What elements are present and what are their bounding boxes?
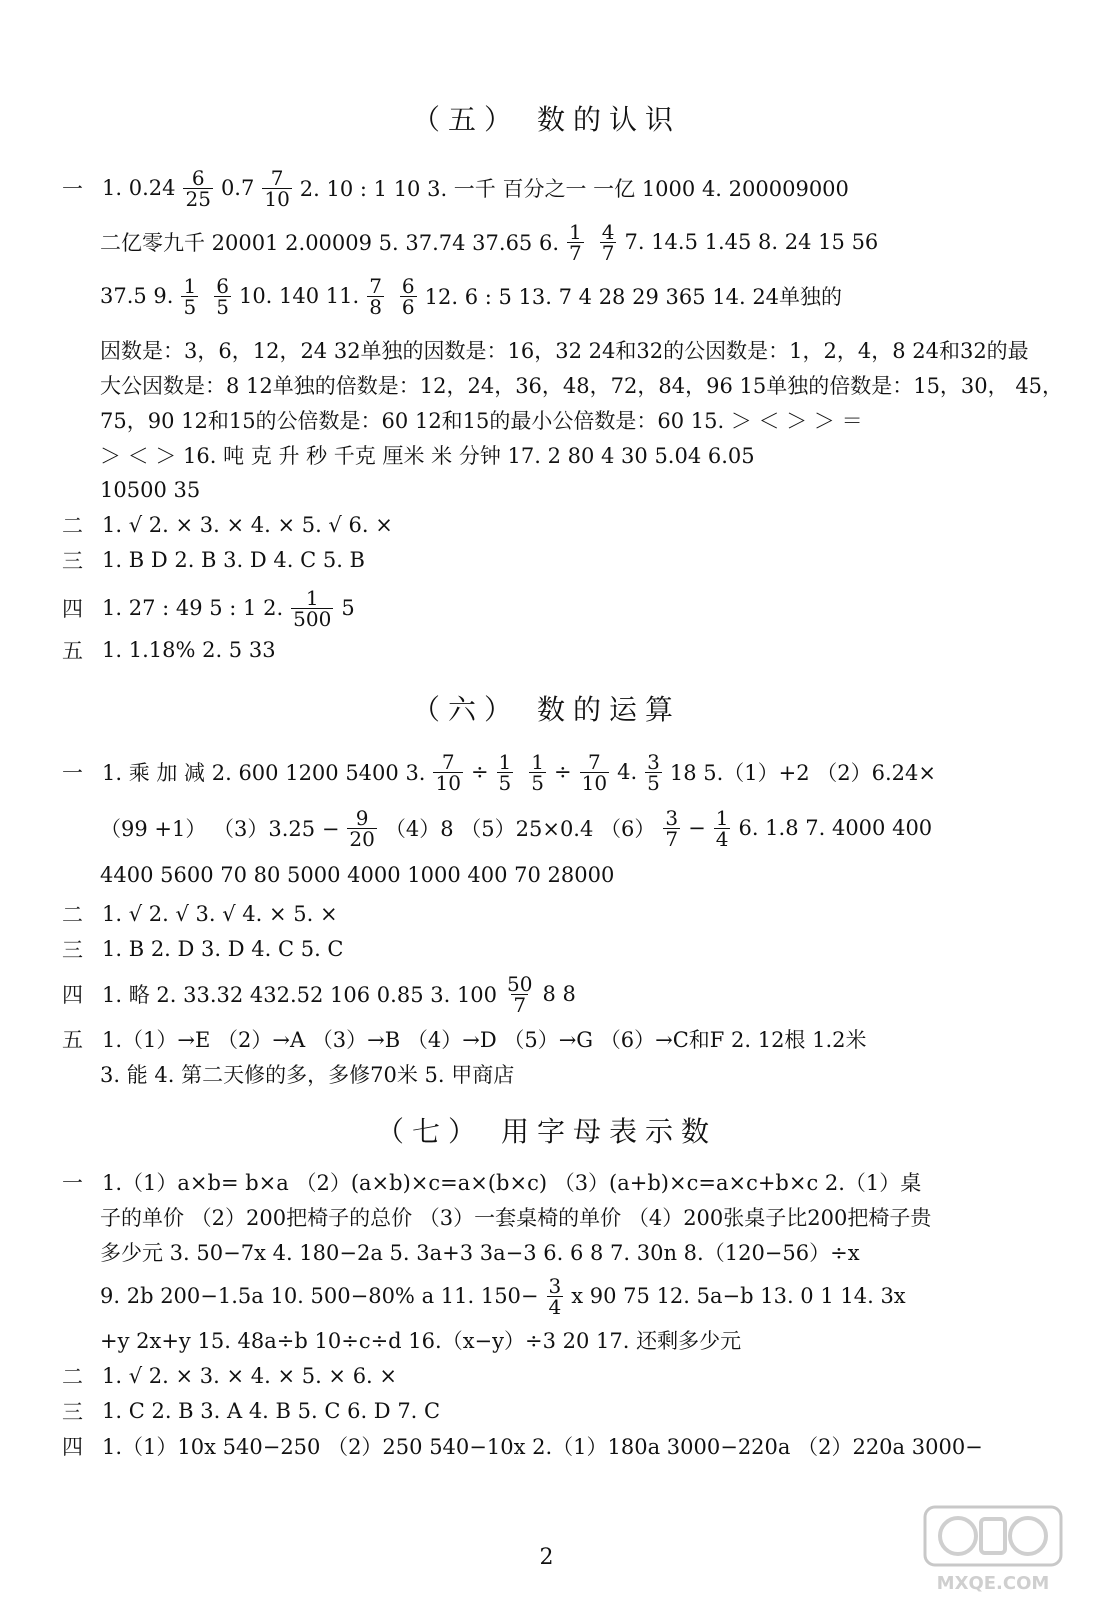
- s7-yi-line-1: 一 1.（1）a×b= b×a （2）(a×b)×c=a×(b×c) （3）(a+b)×c=a×c+b×c 2.（1）桌: [62, 1171, 922, 1195]
- s6-san-line: 三 1. B 2. D 3. D 4. C 5. C: [62, 937, 344, 962]
- s5-yi-line-2: 二亿零九千 20001 2.00009 5. 37.74 37.65 6. $\frac{1}{7}$ $\frac{4}{7}$ 7. 14.5 1.45 8. 24 15 56: [100, 219, 879, 265]
- s5-yi-line-1: 一 1. 0.24 $\frac{6}{25}$ 0.7 $\frac{7}{10}$ 2. 10 : 1 10 3. 一千 百分之一 一亿 1000 4. 200009000: [62, 165, 849, 211]
- fraction: $\frac{1}{4}$: [715, 805, 729, 851]
- fraction: $\frac{3}{5}$: [647, 749, 660, 795]
- fraction: $\frac{3}{7}$: [665, 805, 679, 851]
- s5-wu-line: 五 1. 1.18% 2. 5 33: [62, 638, 276, 663]
- s5-si-line: 四 1. 27 : 49 5 : 1 2. $\frac{1}{500}$ 5: [62, 585, 355, 631]
- s5-yi-line-5: 大公因数是：8 12单独的倍数是：12，24，36，48，72，84，96 15单独的倍数是：15，30， 45，: [100, 374, 1064, 398]
- s5-yi-line-4: 因数是：3，6，12，24 32单独的因数是：16，32 24和32的公因数是：1，2，4，8 24和32的最: [100, 339, 1029, 363]
- s6-wu-line-1: 五 1.（1）→E （2）→A （3）→B （4）→D （5）→G （6）→C和F 2. 12根 1.2米: [62, 1028, 867, 1052]
- s6-si-line: 四 1. 略 2. 33.32 432.52 106 0.85 3. 100 $\frac{50}{7}$ 8 8: [62, 971, 576, 1017]
- fraction: $\frac{1}{5}$: [498, 749, 512, 795]
- s7-si-line: 四 1.（1）10x 540−250 （2）250 540−10x 2.（1）180a 3000−220a （2）220a 3000−: [62, 1435, 983, 1459]
- s6-wu-line-2: 3. 能 4. 第二天修的多，多修70米 5. 甲商店: [100, 1063, 515, 1087]
- fraction: $\frac{1}{5}$: [183, 273, 197, 319]
- fraction: $\frac{1}{5}$: [531, 749, 545, 795]
- fraction: $\frac{6}{5}$: [216, 273, 229, 319]
- fraction: $\frac{6}{6}$: [401, 273, 415, 319]
- section-title-5: （五） 数的认识: [412, 103, 681, 136]
- s5-yi-line-3: 37.5 9. $\frac{1}{5}$ $\frac{6}{5}$ 10. 140 11. $\frac{7}{8}$ $\frac{6}{6}$ 12. 6 : 5 13. 7 4 28 29 365 14. 24单独的: [100, 273, 843, 319]
- fraction: $\frac{6}{25}$: [185, 165, 211, 211]
- s6-yi-line-1: 一 1. 乘 加 减 2. 600 1200 5400 3. $\frac{7}{10}$ ÷ $\frac{1}{5}$ $\frac{1}{5}$ ÷ $\frac{7}{10}$ 4. $\frac{3}{5}$ 18 5.（1）+2 （2）6.24×: [62, 749, 936, 795]
- s5-yi-line-6: 75，90 12和15的公倍数是：60 12和15的最小公倍数是：60 15. ＞ ＜ ＞ ＞ ＝: [100, 409, 863, 433]
- page-number: 2: [539, 1545, 554, 1570]
- fraction: $\frac{3}{4}$: [548, 1273, 562, 1319]
- section-title-6: （六） 数的运算: [412, 693, 681, 726]
- s6-yi-line-2: （99 +1） （3）3.25 − $\frac{9}{20}$ （4）8 （5）25×0.4 （6） $\frac{3}{7}$ − $\frac{1}{4}$ 6. 1.8 7. 4000 400: [100, 805, 933, 851]
- fraction: $\frac{1}{7}$: [569, 219, 582, 265]
- s6-yi-line-3: 4400 5600 70 80 5000 4000 1000 400 70 28000: [100, 863, 615, 887]
- s7-yi-line-5: +y 2x+y 15. 48a÷b 10÷c÷d 16.（x−y）÷3 20 17. 还剩多少元: [100, 1329, 742, 1353]
- fraction: $\frac{1}{500}$: [293, 585, 332, 631]
- s7-yi-line-4: 9. 2b 200−1.5a 10. 500−80% a 11. 150− $\frac{3}{4}$ x 90 75 12. 5a−b 13. 0 1 14. 3x: [100, 1273, 906, 1319]
- fraction: $\frac{7}{8}$: [369, 273, 382, 319]
- fraction: $\frac{50}{7}$: [507, 971, 533, 1017]
- fraction: $\frac{7}{10}$: [264, 165, 290, 211]
- s7-er-line: 二 1. √ 2. × 3. × 4. × 5. × 6. ×: [62, 1364, 398, 1389]
- s7-yi-line-2: 子的单价 （2）200把椅子的总价 （3）一套桌椅的单价 （4）200张桌子比200把椅子贵: [100, 1206, 932, 1230]
- watermark-logo: [923, 1505, 1063, 1595]
- s5-yi-line-8: 10500 35: [100, 478, 201, 502]
- fraction: $\frac{7}{10}$: [435, 749, 461, 795]
- section-title-7: （七） 用字母表示数: [376, 1115, 717, 1148]
- s7-san-line: 三 1. C 2. B 3. A 4. B 5. C 6. D 7. C: [62, 1399, 441, 1424]
- s5-er-line: 二 1. √ 2. × 3. × 4. × 5. √ 6. ×: [62, 513, 393, 538]
- fraction: $\frac{7}{10}$: [581, 749, 608, 795]
- s5-san-line: 三 1. B D 2. B 3. D 4. C 5. B: [62, 548, 365, 573]
- s6-er-line: 二 1. √ 2. √ 3. √ 4. × 5. ×: [62, 902, 338, 927]
- fraction: $\frac{4}{7}$: [601, 219, 615, 265]
- s7-yi-line-3: 多少元 3. 50−7x 4. 180−2a 5. 3a+3 3a−3 6. 6 8 7. 30n 8.（120−56）÷x: [100, 1241, 860, 1265]
- s5-yi-line-7: ＞ ＜ ＞ 16. 吨 克 升 秒 千克 厘米 米 分钟 17. 2 80 4 30 5.04 6.05: [100, 444, 755, 468]
- item-label: 一: [62, 177, 83, 201]
- fraction: $\frac{9}{20}$: [349, 805, 375, 851]
- watermark-text: MXQE.COM: [936, 1573, 1050, 1594]
